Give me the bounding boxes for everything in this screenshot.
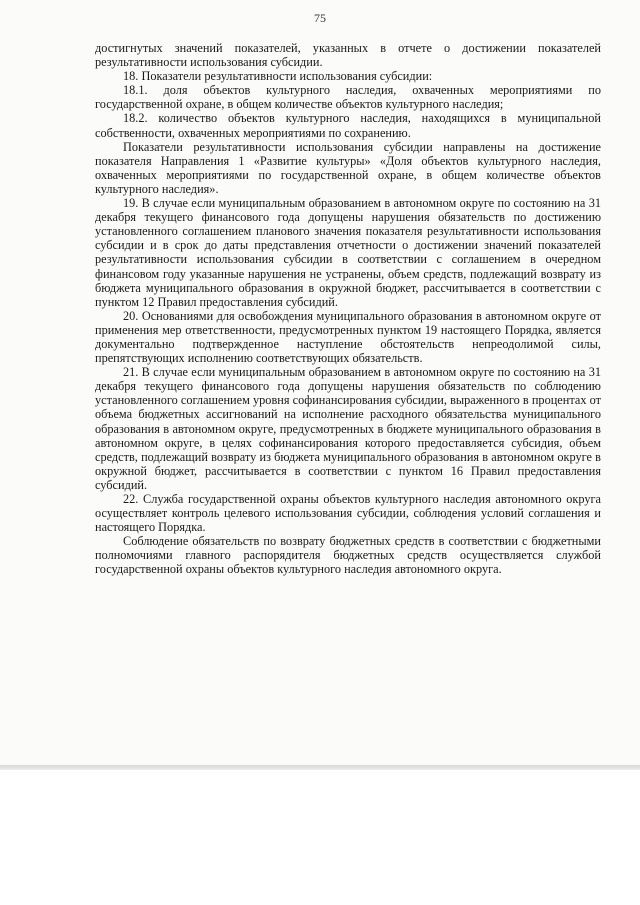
page-edge-shadow	[0, 765, 640, 770]
paragraph-compliance: Соблюдение обязательств по возврату бюджетных средств в соответствии с бюджетными полномочиями главного распорядителя бюджетных средств осуществляется службой государственной охраны объектов культурного наследия автономного округа.	[95, 534, 601, 577]
page-number: 75	[314, 11, 326, 25]
paragraph-21: 21. В случае если муниципальным образованием в автономном округе по состоянию на 31 декабря текущего финансового года допущены нарушения обязательств по соблюдению установленного соглашением уровня софинансирования субсидии, выраженного в процентах от объема бюджетных ассигнований на исполнение расходного обязательства муниципального образования в автономном округе, предусмотренных в бюджете муниципального образования в автономном округе, в целях софинансирования которого предоставляется субсидия, объем средств, подлежащий возврату из бюджета муниципального образования в автономном округе в окружной бюджет, рассчитывается в соответствии с пунктом 16 Правил предоставления субсидий.	[95, 365, 601, 492]
paragraph-indicators: Показатели результативности использования субсидии направлены на достижение показателя Направления 1 «Развитие культуры» «Доля объектов культурного наследия, охваченных мероприятиями по государственной охране, в общем количестве объектов культурного наследия».	[95, 139, 601, 196]
paragraph-19: 19. В случае если муниципальным образованием в автономном округе по состоянию на 31 декабря текущего финансового года допущены нарушения обязательств по достижению установленного соглашением планового значения показателя результативности использования субсидии и в срок до даты представления отчетности о достижении значений показателей результативности использования субсидии в соответствии с соглашением в очередном финансовом году указанные нарушения не устранены, объем средств, подлежащий возврату из бюджета муниципального образования в окружной бюджет, рассчитывается в соответствии с пунктом 12 Правил предоставления субсидий.	[95, 196, 601, 309]
paragraph-20: 20. Основаниями для освобождения муниципального образования в автономном округе от применения мер ответственности, предусмотренных пунктом 19 настоящего Порядка, является документально подтвержденное наступление обстоятельств непреодолимой силы, препятствующих исполнению соответствующих обязательств.	[95, 308, 601, 366]
document-body	[95, 41, 601, 577]
paragraph-18-1: 18.1. доля объектов культурного наследия, охваченных мероприятиями по государственной охране, в общем количестве объектов культурного наследия;	[95, 83, 601, 112]
paragraph-18-2: 18.2. количество объектов культурного наследия, находящихся в муниципальной собственности, охваченных мероприятиями по сохранению.	[95, 111, 601, 140]
paragraph-22: 22. Служба государственной охраны объектов культурного наследия автономного округа осуществляет контроль целевого использования субсидии, соблюдения условий соглашения и настоящего Порядка.	[95, 492, 601, 535]
paragraph-18: 18. Показатели результативности использования субсидии:	[123, 69, 433, 84]
paragraph-continuation: достигнутых значений показателей, указанных в отчете о достижении показателей результативности использования субсидии.	[95, 41, 601, 70]
